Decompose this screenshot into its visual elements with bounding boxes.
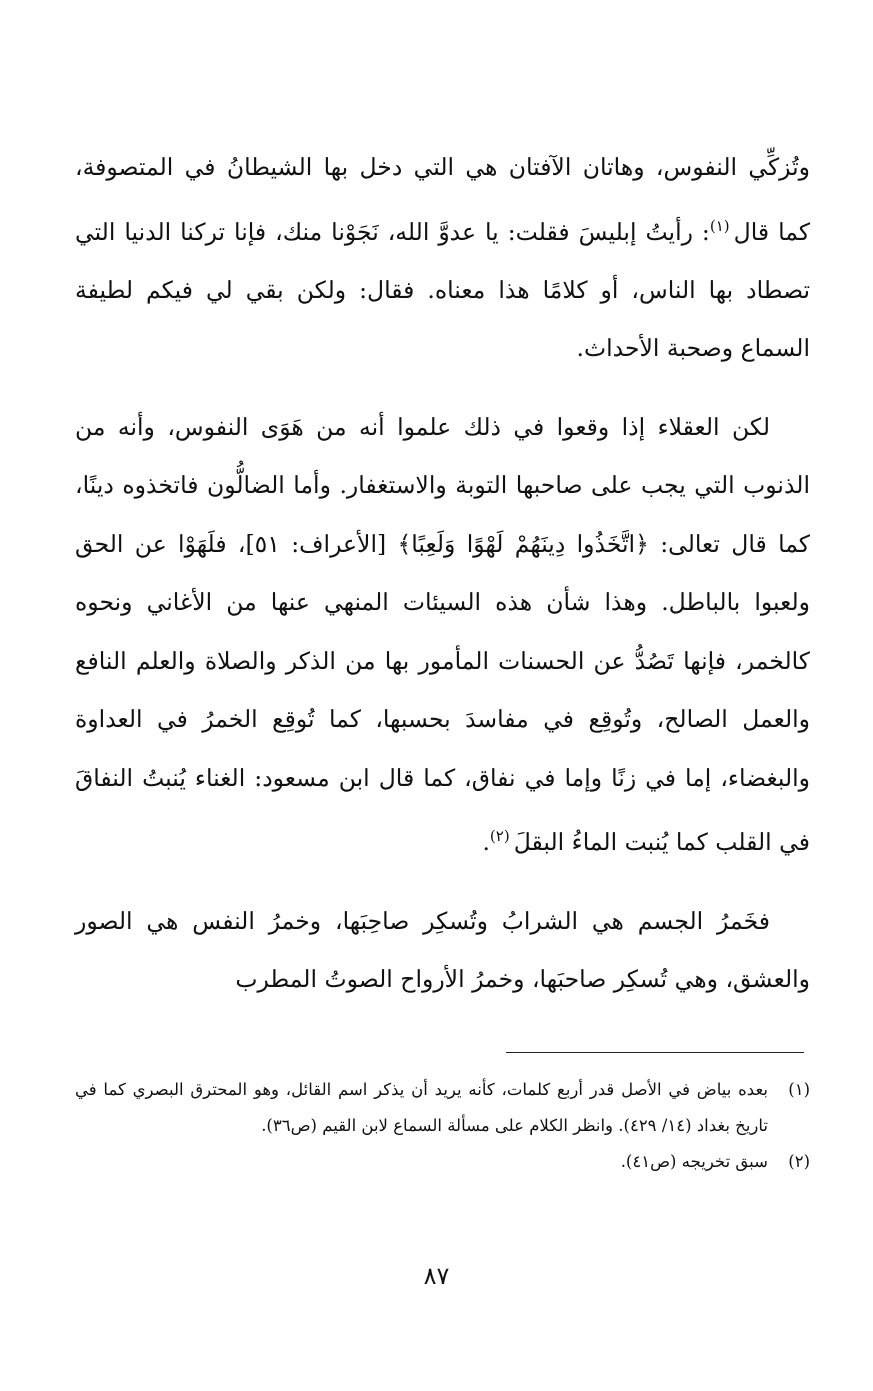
body-text	[75, 138, 810, 1029]
footnote-2	[75, 1144, 810, 1180]
paragraph-1-text-before: وتُزكِّي النفوس، وهاتان الآفتان هي التي دخل بها الشيطانُ في المتصوفة، كما قال	[75, 153, 811, 246]
footnote-1-text: بعده بياض في الأصل قدر أربع كلمات، كأنه يريد أن يذكر اسم القائل، وهو المحترق البصري كما في تاريخ بغداد (١٤/ ٤٢٩). وانظر الكلام على مسألة السماع لابن القيم (ص٣٦).	[75, 1080, 768, 1135]
paragraph-3	[75, 892, 810, 1009]
footnotes	[75, 1072, 810, 1180]
footnote-ref-1[interactable]: (١)	[709, 216, 730, 235]
footnote-2-text: سبق تخريجه (ص٤١).	[620, 1152, 768, 1171]
footnote-1	[75, 1072, 810, 1144]
footnote-ref-2[interactable]: (٢)	[489, 827, 510, 846]
paragraph-1	[75, 138, 810, 378]
paragraph-2-text-before: لكن العقلاء إذا وقعوا في ذلك علموا أنه من هَوَى النفوس، وأنه من الذنوب التي يجب على صاحبها التوبة والاستغفار. وأما الضالُّون فاتخذوه دينًا، كما قال تعالى: ﴿اتَّخَذُوا دِينَهُمْ لَهْوًا وَلَعِبًا﴾ [الأعراف: ٥١]، فلَهَوْا عن الحق ولعبوا بالباطل. وهذا شأن هذه السيئات المنهي عنها من الأغاني ونحوه كالخمر، فإنها تَصُدُّ عن الحسنات المأمور بها من الذكر والصلاة والعلم النافع والعمل الصالح، وتُوقِع في مفاسدَ بحسبها، كما تُوقِع الخمرُ في العداوة والبغضاء، إما في زنًا وإما في نفاق، كما قال ابن مسعود: الغناء يُنبتُ النفاقَ في القلب كما يُنبت الماءُ البقلَ	[75, 412, 810, 857]
footnote-2-number: (٢)	[788, 1152, 810, 1171]
footnote-1-number: (١)	[788, 1080, 810, 1099]
paragraph-2	[75, 398, 810, 872]
paragraph-2-text-after: .	[482, 828, 490, 857]
paragraph-3-text: فخَمرُ الجسم هي الشرابُ وتُسكِر صاحِبَها، وخمرُ النفس هي الصور والعشق، وهي تُسكِر صاحبَها، وخمرُ الأرواح الصوتُ المطرب	[75, 906, 810, 994]
footnote-divider	[506, 1052, 804, 1053]
paragraph-1-text-after: : رأيتُ إبليسَ فقلت: يا عدوَّ الله، نَجَوْنا منك، فإنا تركنا الدنيا التي تصطاد بها الناس، أو كلامًا هذا معناه. فقال: ولكن بقي لي فيكم لطيفة السماع وصحبة الأحداث.	[75, 217, 810, 363]
page-number: ٨٧	[423, 1262, 450, 1290]
